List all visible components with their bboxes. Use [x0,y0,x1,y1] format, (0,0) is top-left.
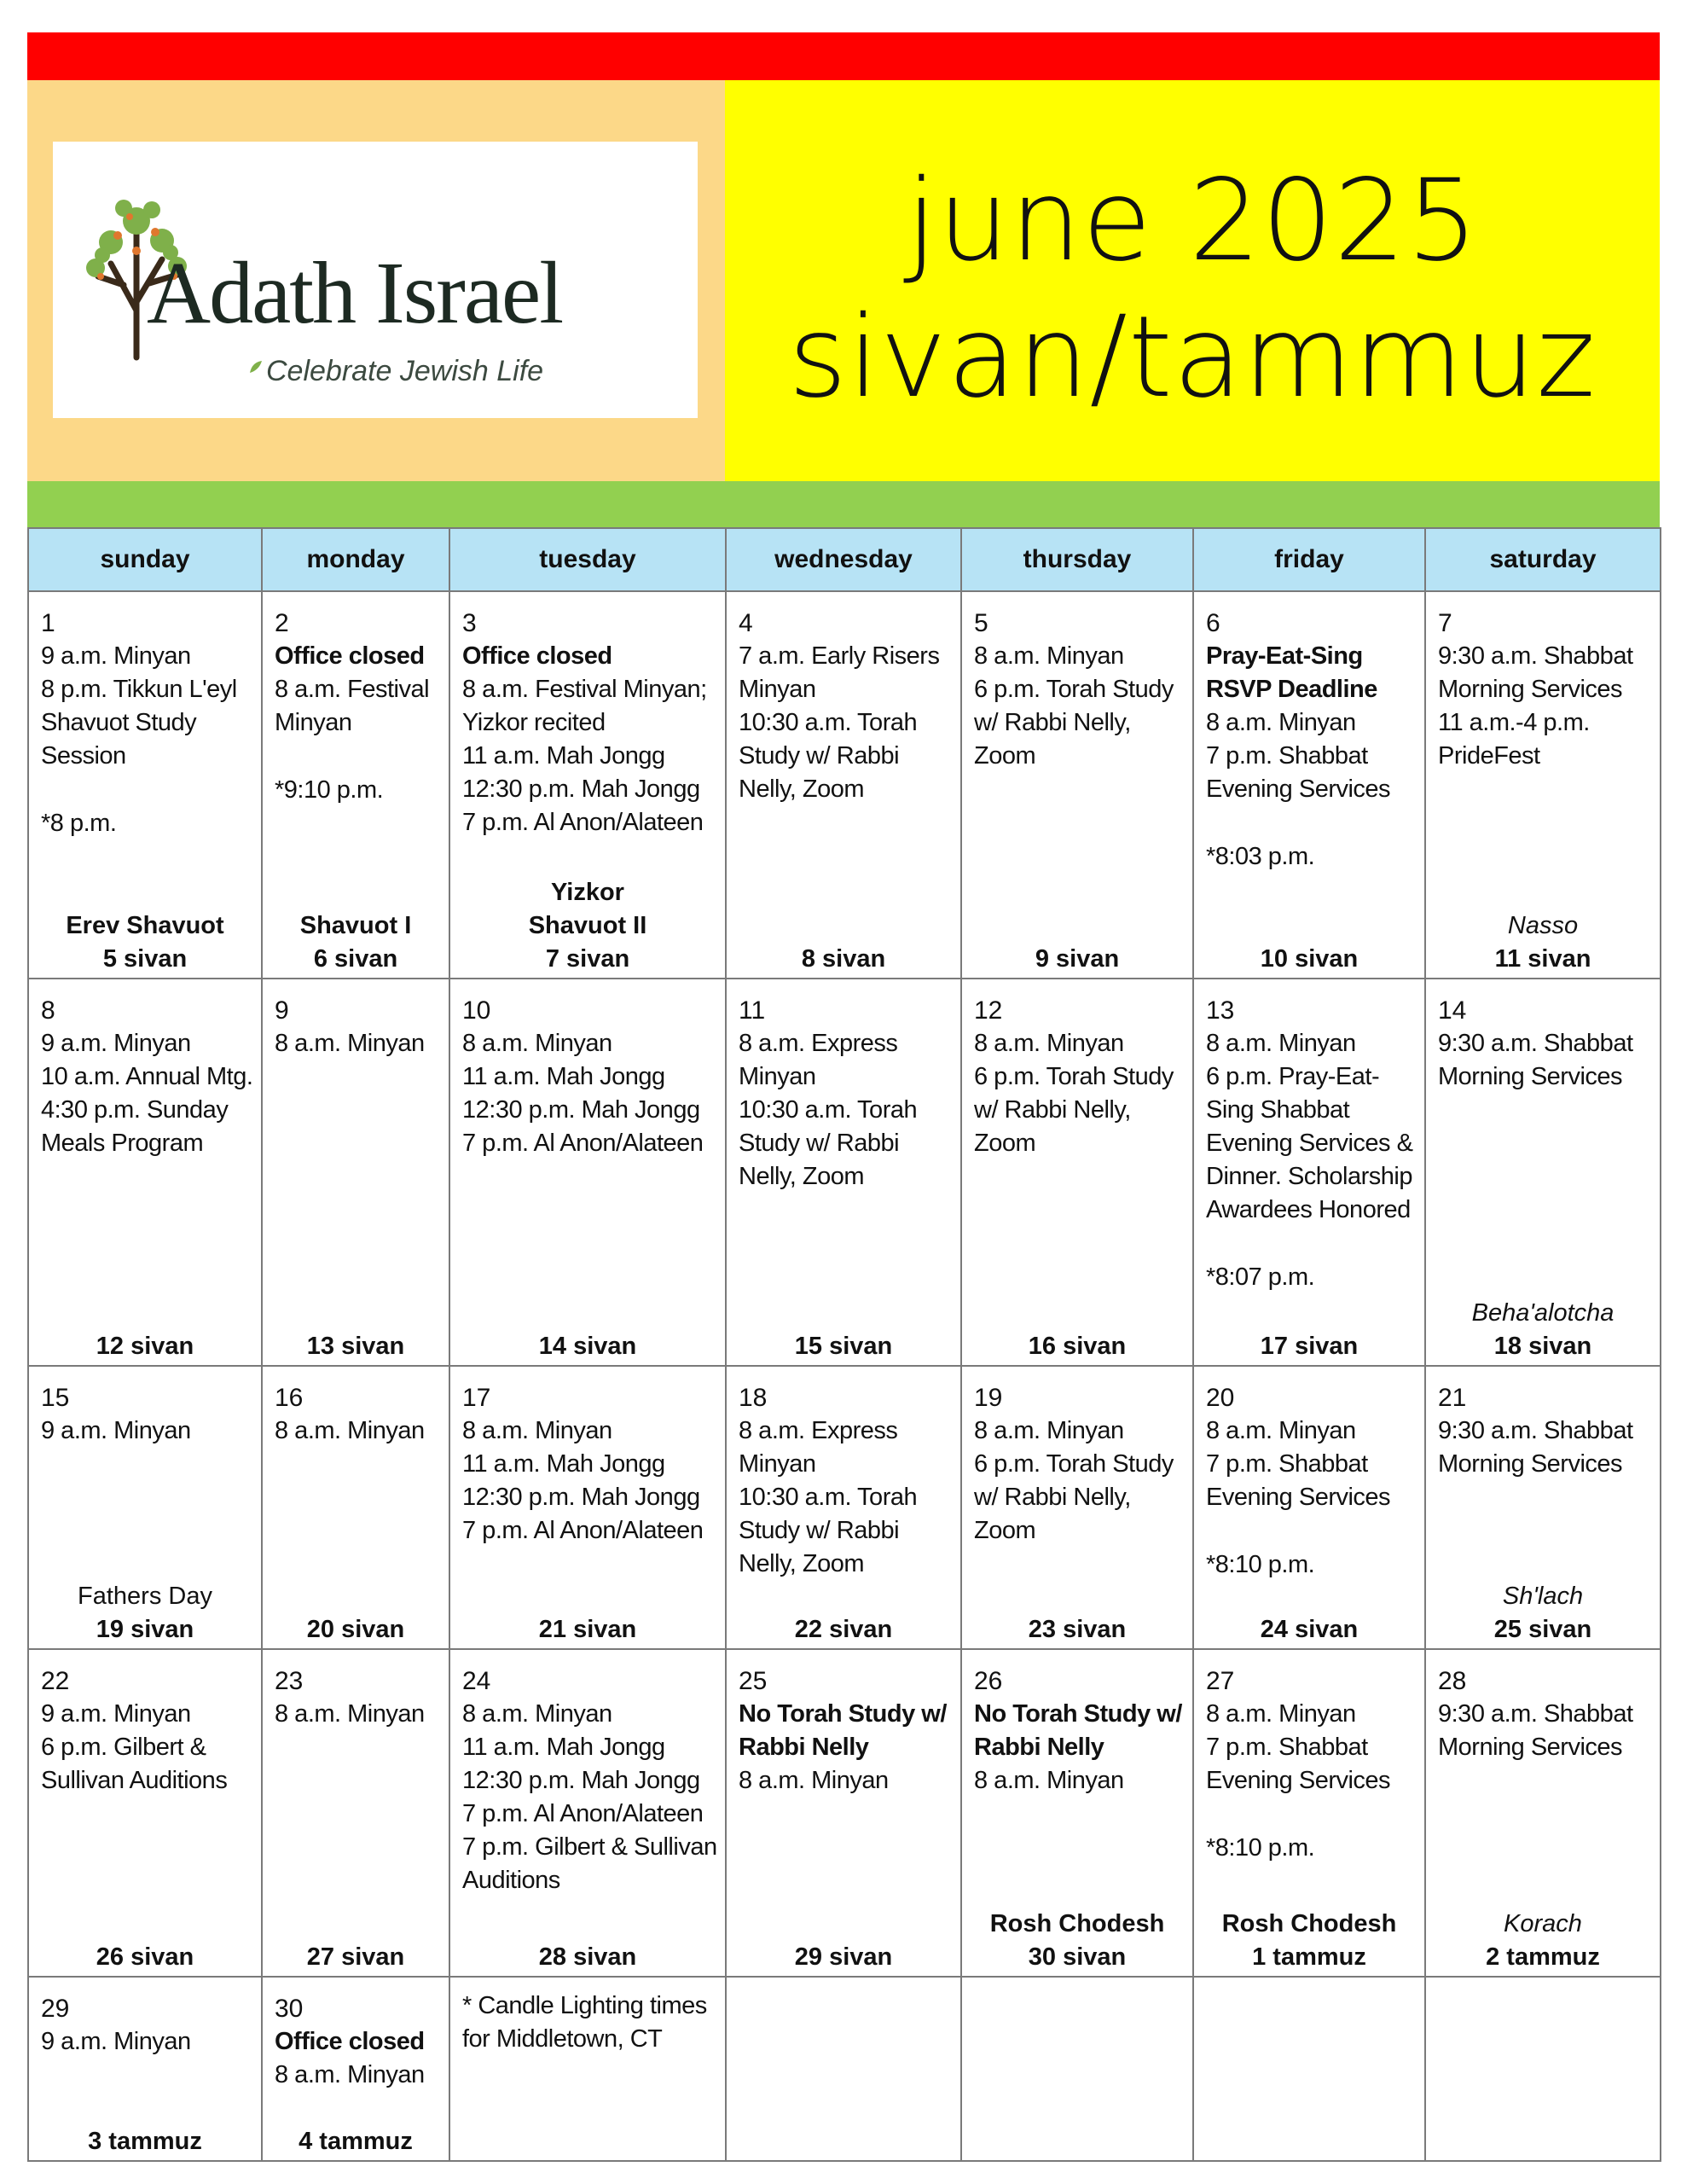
hebrew-date: 28 sivan [538,1943,637,1971]
hebrew-date: 17 sivan [1260,1333,1359,1360]
hebrew-date: 27 sivan [306,1943,405,1971]
event-item: 11 a.m. Mah Jongg [462,1734,665,1761]
event-list [275,1414,443,1448]
calendar-header [27,80,1660,481]
event-item: 9:30 a.m. Shabbat Morning Services [1438,1030,1633,1090]
hebrew-date: 9 sivan [1035,945,1120,973]
day-cell [28,591,262,979]
day-number: 26 [974,1667,1003,1695]
day-number: 17 [462,1384,491,1412]
day-footer [1426,1297,1660,1363]
week-row [28,1977,1661,2161]
event-list [1206,1414,1419,1582]
title-panel [725,80,1660,481]
week-row [28,1366,1661,1649]
day-cell [961,979,1193,1366]
event-item: 8 a.m. Minyan [974,1417,1124,1444]
torah-portion: Nasso [1507,912,1579,939]
holiday-label: Rosh Chodesh [989,1910,1165,1937]
event-item: 7 p.m. Al Anon/Alateen [462,1800,704,1827]
torah-portion: Sh'lach [1502,1583,1584,1610]
day-cell [1425,979,1661,1366]
event-item: 9 a.m. Minyan [41,2028,191,2055]
holiday-label: Erev Shavuot [66,912,224,939]
event-list [41,1698,256,1798]
day-cell [262,1649,449,1977]
day-number: 21 [1438,1384,1467,1412]
hebrew-date: 20 sivan [306,1616,405,1643]
event-item: 6 p.m. Pray-Eat-Sing Shabbat Evening Services & Dinner. Scholarship Awardees Honored [1206,1063,1413,1223]
day-number: 30 [275,1995,304,2023]
event-item: 12:30 p.m. Mah Jongg [462,1484,700,1511]
day-number: 16 [275,1384,304,1412]
day-number: 25 [739,1667,768,1695]
event-item: 10:30 a.m. Torah Study w/ Rabbi Nelly, Zoom [739,709,918,803]
event-item: 10:30 a.m. Torah Study w/ Rabbi Nelly, Zoom [739,1096,918,1190]
hebrew-date: 23 sivan [1028,1616,1127,1643]
day-number: 22 [41,1667,70,1695]
event-list [462,1698,720,1897]
day-number: 9 [275,996,289,1025]
day-number: 3 [462,609,477,637]
day-number: 6 [1206,609,1220,637]
event-item: 8 a.m. Minyan [462,1700,612,1728]
day-footer [29,2125,261,2158]
day-cell [726,1649,961,1977]
hebrew-date: 30 sivan [1028,1943,1127,1971]
hebrew-date: 13 sivan [306,1333,405,1360]
hebrew-date: 3 tammuz [88,2128,202,2155]
day-cell [262,1977,449,2161]
candle-lighting-time: *8 p.m. [41,810,117,837]
event-item: 11 a.m. Mah Jongg [462,742,665,770]
day-cell [449,979,726,1366]
event-list [462,640,720,839]
hebrew-date: 21 sivan [538,1616,637,1643]
day-number: 18 [739,1384,768,1412]
day-cell [262,1366,449,1649]
hebrew-date: 5 sivan [102,945,188,973]
event-item: 9 a.m. Minyan [41,1030,191,1057]
day-footer [29,1941,261,1974]
event-item: 6 p.m. Torah Study w/ Rabbi Nelly, Zoom [974,1450,1174,1544]
day-cell [28,979,262,1366]
event-item: 7 a.m. Early Risers Minyan [739,642,940,703]
empty-day-cell [961,1977,1193,2161]
day-cell [1425,1366,1661,1649]
event-item: 6 p.m. Gilbert & Sullivan Auditions [41,1734,228,1794]
day-footer [29,909,261,976]
event-item: 7 p.m. Al Anon/Alateen [462,1130,704,1157]
event-list [275,2025,443,2092]
event-item: 11 a.m. Mah Jongg [462,1063,665,1090]
day-footer [1426,909,1660,976]
day-number: 2 [275,609,289,637]
logo-tagline: Celebrate Jewish Life [266,355,544,387]
event-item: Office closed [275,2028,425,2055]
day-footer [727,1613,960,1647]
event-item: 8 a.m. Minyan [275,1700,425,1728]
empty-day-cell [1193,1977,1425,2161]
event-item: 8 a.m. Minyan [1206,1417,1356,1444]
day-cell [449,591,726,979]
holiday-label: Fathers Day [78,1583,212,1610]
day-footer [962,943,1192,976]
event-list [974,1027,1187,1160]
event-list [739,1698,955,1798]
event-item: 8 a.m. Minyan [974,642,1124,670]
event-item: 9 a.m. Minyan [41,1417,191,1444]
event-item: 9:30 a.m. Shabbat Morning Services [1438,1417,1633,1478]
event-item: 8 a.m. Minyan [462,1417,612,1444]
weekday-header: sunday [28,528,262,591]
day-footer [962,1330,1192,1363]
logo-panel [27,80,725,481]
day-number: 7 [1438,609,1452,637]
event-item: Pray-Eat-Sing RSVP Deadline [1206,642,1377,703]
day-footer [1426,1580,1660,1647]
event-list [1206,640,1419,874]
day-footer [962,1613,1192,1647]
event-item: 8 a.m. Minyan [1206,1700,1356,1728]
event-item: 12:30 p.m. Mah Jongg [462,1767,700,1794]
day-cell [961,1366,1193,1649]
event-list [41,1027,256,1160]
event-item: 8 a.m. Minyan [974,1767,1124,1794]
event-item: 7 p.m. Al Anon/Alateen [462,809,704,836]
event-list [1438,1698,1655,1764]
day-footer [29,1330,261,1363]
day-cell [726,1366,961,1649]
event-item: Office closed [462,642,612,670]
day-cell [1193,591,1425,979]
logo [53,142,698,418]
event-item: 10 a.m. Annual Mtg. [41,1063,253,1090]
event-list [41,640,256,840]
hebrew-date: 15 sivan [794,1333,893,1360]
day-cell [449,1649,726,1977]
event-item: 9 a.m. Minyan [41,1700,191,1728]
hebrew-date: 11 sivan [1494,945,1591,973]
weekday-header: saturday [1425,528,1661,591]
day-number: 27 [1206,1667,1235,1695]
event-item: 8 a.m. Minyan [275,1417,425,1444]
event-item: 8 a.m. Minyan [462,1030,612,1057]
day-number: 8 [41,996,55,1025]
event-item: No Torah Study w/ Rabbi Nelly [739,1700,947,1761]
event-item: 7 p.m. Al Anon/Alateen [462,1517,704,1544]
candle-lighting-time: *8:10 p.m. [1206,1551,1315,1578]
event-item: 8 p.m. Tikkun L'eyl Shavuot Study Session [41,676,237,770]
event-list [275,640,443,807]
holiday-label: Shavuot I [299,912,412,939]
hebrew-date: 8 sivan [801,945,886,973]
day-cell [262,591,449,979]
weekday-header-row [28,528,1661,591]
day-cell [1193,1649,1425,1977]
hebrew-date: 18 sivan [1493,1333,1592,1360]
day-number: 28 [1438,1667,1467,1695]
day-cell [1425,1649,1661,1977]
day-number: 5 [974,609,988,637]
hebrew-date: 12 sivan [96,1333,194,1360]
top-red-bar [27,32,1660,80]
day-cell [1425,591,1661,979]
day-cell [449,1366,726,1649]
event-item: 7 p.m. Shabbat Evening Services [1206,1734,1391,1794]
event-item: 8 a.m. Minyan [1206,1030,1356,1057]
candle-lighting-time: *8:10 p.m. [1206,1834,1315,1862]
hebrew-date: 19 sivan [96,1616,194,1643]
day-number: 14 [1438,996,1467,1025]
hebrew-date: 14 sivan [538,1333,637,1360]
day-footer [727,1941,960,1974]
day-number: 23 [275,1667,304,1695]
holiday-label: Shavuot II [528,912,647,939]
day-number: 11 [739,996,766,1025]
day-number: 15 [41,1384,70,1412]
day-footer [1194,1908,1424,1974]
event-item: 7 p.m. Shabbat Evening Services [1206,1450,1391,1511]
event-item: 10:30 a.m. Torah Study w/ Rabbi Nelly, Zoom [739,1484,918,1577]
day-number: 24 [462,1667,491,1695]
week-row [28,1649,1661,1977]
event-item: 8 a.m. Express Minyan [739,1030,898,1090]
day-number: 19 [974,1384,1003,1412]
event-item: Office closed [275,642,425,670]
day-footer [450,876,725,976]
event-item: 8 a.m. Minyan [275,1030,425,1057]
day-footer [450,1330,725,1363]
day-footer [263,1330,449,1363]
day-footer [263,909,449,976]
event-list [739,1027,955,1194]
day-footer [1194,1613,1424,1647]
event-item: 9:30 a.m. Shabbat Morning Services [1438,1700,1633,1761]
event-item: 8 a.m. Minyan [1206,709,1356,736]
hebrew-date: 26 sivan [96,1943,194,1971]
day-number: 12 [974,996,1003,1025]
hebrew-date: 10 sivan [1260,945,1359,973]
footnote-cell [449,1977,726,2161]
day-footer [263,1613,449,1647]
event-item: 9:30 a.m. Shabbat Morning Services [1438,642,1633,703]
weekday-header: wednesday [726,528,961,591]
event-list [41,2025,256,2059]
event-item: 12:30 p.m. Mah Jongg [462,775,700,803]
event-item: 9 a.m. Minyan [41,642,191,670]
event-list [974,1414,1187,1548]
month-title: june 2025 [905,155,1480,287]
day-number: 20 [1206,1384,1235,1412]
event-item: 7 p.m. Gilbert & Sullivan Auditions [462,1833,717,1894]
event-list [41,1414,256,1448]
day-footer [263,2125,449,2158]
torah-portion: Korach [1504,1910,1582,1937]
green-divider-bar [27,481,1660,527]
leaf-icon [249,360,263,374]
event-list [1438,1027,1655,1094]
day-cell [961,591,1193,979]
day-cell [726,591,961,979]
weekday-header: monday [262,528,449,591]
day-footer [29,1580,261,1647]
day-number: 29 [41,1995,70,2023]
weekday-header: thursday [961,528,1193,591]
empty-day-cell [1425,1977,1661,2161]
event-item: 8 a.m. Express Minyan [739,1417,898,1478]
hebrew-date: 16 sivan [1028,1333,1127,1360]
event-list [275,1698,443,1731]
event-item: 8 a.m. Festival Minyan [275,676,430,736]
event-item: 12:30 p.m. Mah Jongg [462,1096,700,1124]
hebrew-date: 1 tammuz [1252,1943,1366,1971]
candle-lighting-time: *8:03 p.m. [1206,843,1315,870]
day-footer [962,1908,1192,1974]
event-list [974,1698,1187,1798]
hebrew-date: 7 sivan [545,945,630,973]
day-cell [28,1366,262,1649]
week-row [28,591,1661,979]
day-cell [28,1649,262,1977]
event-list [462,1027,720,1160]
event-item: 8 a.m. Minyan [739,1767,889,1794]
event-item: 6 p.m. Torah Study w/ Rabbi Nelly, Zoom [974,676,1174,770]
hebrew-date: 29 sivan [794,1943,893,1971]
day-footer [450,1941,725,1974]
day-footer [450,1613,725,1647]
hebrew-date: 24 sivan [1260,1616,1359,1643]
day-footer [727,943,960,976]
calendar-grid [27,527,1661,2162]
event-item: No Torah Study w/ Rabbi Nelly [974,1700,1182,1761]
event-list [1438,640,1655,773]
hebrew-date: 22 sivan [794,1616,893,1643]
event-list [739,640,955,806]
holiday-label: Rosh Chodesh [1221,1910,1397,1937]
event-item: 4:30 p.m. Sunday Meals Program [41,1096,229,1157]
day-cell [961,1649,1193,1977]
event-list [1206,1027,1419,1294]
day-number: 4 [739,609,753,637]
hebrew-months-title: sivan/tammuz [788,292,1597,423]
event-list [462,1414,720,1548]
day-number: 10 [462,996,491,1025]
event-list [275,1027,443,1060]
event-item: 8 a.m. Minyan [275,2061,425,2088]
candle-lighting-time: *8:07 p.m. [1206,1263,1315,1291]
hebrew-date: 6 sivan [313,945,398,973]
event-item: 8 a.m. Minyan [974,1030,1124,1057]
day-cell [262,979,449,1366]
day-footer [727,1330,960,1363]
event-list [739,1414,955,1581]
event-item: 11 a.m.-4 p.m. PrideFest [1438,709,1590,770]
torah-portion: Beha'alotcha [1471,1299,1615,1327]
day-footer [1194,943,1424,976]
day-cell [1193,1366,1425,1649]
week-row [28,979,1661,1366]
candle-lighting-footnote: * Candle Lighting times for Middletown, CT [462,1992,707,2053]
empty-day-cell [726,1977,961,2161]
day-cell [726,979,961,1366]
hebrew-date: 25 sivan [1493,1616,1592,1643]
day-number: 1 [41,609,55,637]
hebrew-date: 4 tammuz [299,2128,413,2155]
logo-name: Adath Israel [147,244,563,342]
day-cell [28,1977,262,2161]
event-list [1206,1698,1419,1865]
event-list [1438,1414,1655,1481]
day-footer [1426,1908,1660,1974]
weekday-header: tuesday [449,528,726,591]
candle-lighting-time: *9:10 p.m. [275,776,384,804]
event-item: 8 a.m. Festival Minyan; Yizkor recited [462,676,707,736]
weekday-header: friday [1193,528,1425,591]
day-number: 13 [1206,996,1235,1025]
event-item: 11 a.m. Mah Jongg [462,1450,665,1478]
day-footer [1194,1330,1424,1363]
event-item: 6 p.m. Torah Study w/ Rabbi Nelly, Zoom [974,1063,1174,1157]
holiday-label: Yizkor [551,879,624,906]
hebrew-date: 2 tammuz [1486,1943,1600,1971]
day-footer [263,1941,449,1974]
event-list [974,640,1187,773]
day-cell [1193,979,1425,1366]
event-item: 7 p.m. Shabbat Evening Services [1206,742,1391,803]
